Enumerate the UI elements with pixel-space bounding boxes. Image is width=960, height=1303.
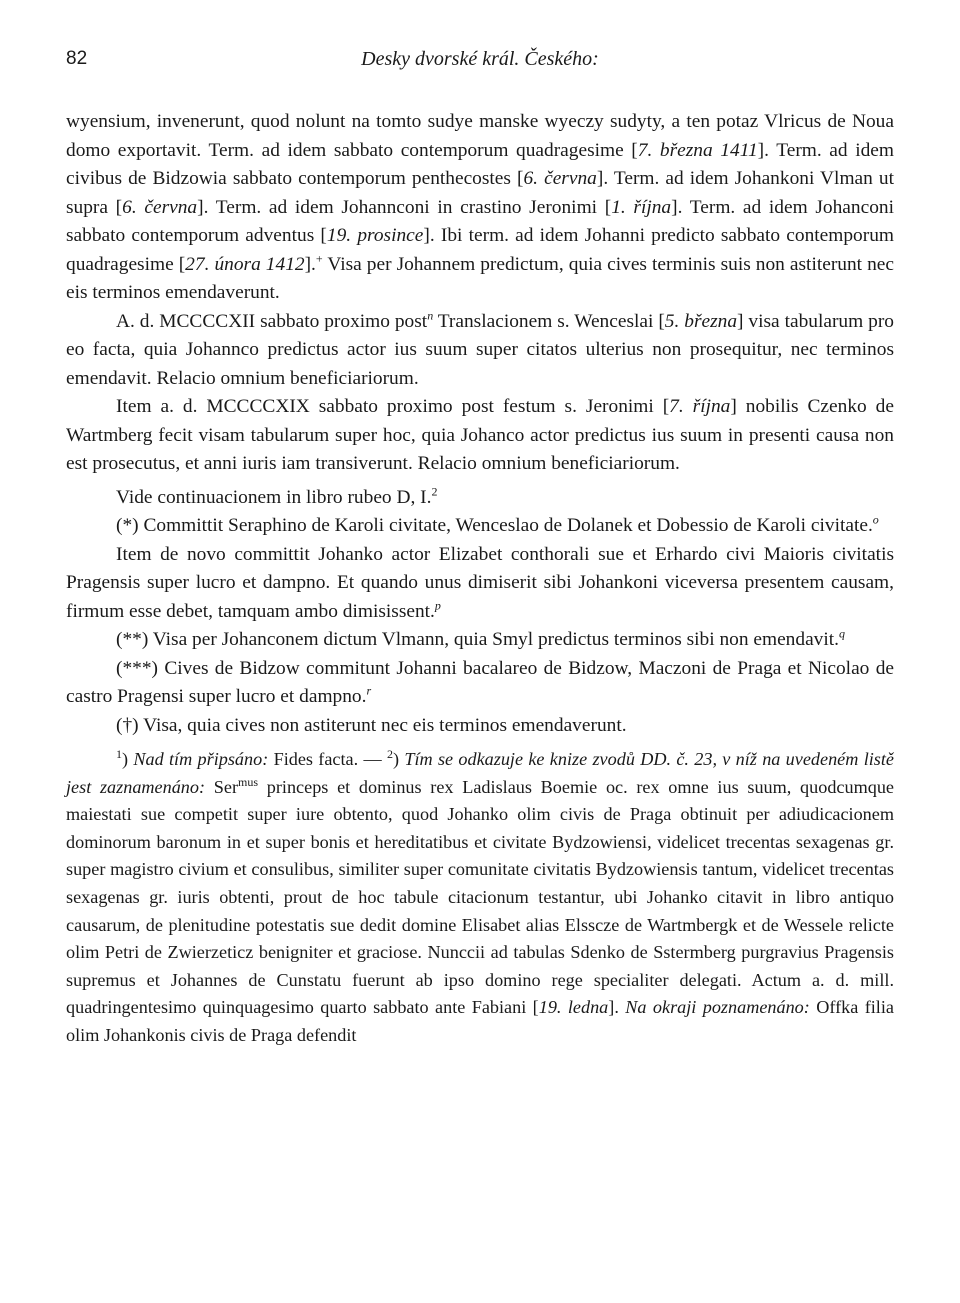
- paragraph: [66, 626, 894, 655]
- paragraph: [66, 393, 894, 479]
- text-run: ]. Term. ad idem Johannconi in crastino Jeronimi [: [197, 196, 612, 218]
- paragraph: [66, 712, 894, 741]
- text-run: ]. Term. ad idem Johanconi sabbato contemporum adventus [: [66, 196, 894, 246]
- italic-text: 19. ledna: [538, 997, 609, 1018]
- italic-text: Tím se odkazuje ke knize zvodů DD. č. 23, v níž na uvedeném listě jest zaznamenáno:: [66, 749, 894, 797]
- text-run: Item de novo committit Johanko actor Elizabet conthorali sue et Erhardo civi Maioris civitatis Pragensis super lucro et dampno. Et quando unus dimiserit sibi Johankoni viceversa presentem causam, firmum esse debet, tamquam ambo dimisissent.: [66, 543, 894, 622]
- italic-text: Nad tím připsáno:: [133, 749, 269, 769]
- text-run: ): [392, 749, 405, 769]
- italic-text: Na okraji poznamenáno:: [625, 997, 810, 1018]
- text-run: ] nobilis Czenko de Wartmberg fecit visam tabularum super hoc, quia Johanco actor predictus ius suum in presenti causa non est prosecutus, et anni iuris iam transiverunt. Relacio omnium beneficiariorum.: [66, 396, 894, 474]
- text-run: princeps et dominus rex Ladislaus Boemie oc. rex omne ius suum, quodcumque maiestati sue competit super iure obtento, quod Johanko olim civis de Praga obtinuit per adiudicacionem dominorum baronum in et super bonis et hereditatibus et civitate Bydzowiensi, videlicet trecentas sexagenas gr. super magistro civium et consulibus, similiter super comunitate civitatis Bydzowiensis tantum, videlicet trecentas sexagenas gr. iuris obtenti, prout de hoc tabule citacionum testantur, ubi Johanko citavit in libro antiquo causarum, de plenitudine potestatis sue dedit domine Elisabet alias Elsscze de Wartmbergk et de Wessele relicte olim Petri de Zwierzeticz benigniter et graciose. Nunccii ad tabulas Sdenko de Sstermberg purgravius Pragensis supremus et Johannes de Cunstatu fuerunt ab ipso domino rege specialiter delegati. Actum a. d. mill. quadringentesimo quinquagesimo quarto sabbato ante Fabiani [: [66, 776, 894, 1018]
- text-run: (*) Committit Seraphino de Karoli civitate, Wenceslao de Dolanek et Dobessio de Karoli civitate.: [116, 515, 873, 536]
- text-run: ].: [304, 253, 316, 275]
- italic-text: 6. června: [523, 168, 597, 189]
- text-run: (†) Visa, quia cives non astiterunt nec eis terminos emendaverunt.: [116, 714, 627, 736]
- superscript-mark: r: [366, 683, 372, 698]
- paragraph: [66, 308, 894, 394]
- text-run: (**) Visa per Johanconem dictum Vlmann, quia Smyl predictus terminos sibi non emendavit.: [116, 629, 839, 650]
- text-run: (***) Cives de Bidzow commitunt Johanni bacalareo de Bidzow, Maczoni de Praga et Nicolao de castro Pragensi super lucro et dampno.: [66, 657, 894, 707]
- text-run: Item a. d. MCCCCXIX sabbato proximo post festum s. Jeronimi [: [116, 396, 670, 417]
- main-text: [66, 108, 894, 740]
- text-run: ].: [608, 997, 626, 1018]
- italic-text: 7. října: [669, 396, 731, 417]
- superscript-mark: q: [839, 626, 845, 641]
- text-run: Vide continuacionem in libro rubeo D, I.: [116, 486, 432, 508]
- italic-text: 7. března 1411: [637, 139, 758, 161]
- italic-text: 19. prosince: [326, 225, 424, 246]
- text-run: ]. Ibi term. ad idem Johanni predicto sabbato contemporum quadragesime [: [66, 225, 894, 275]
- superscript-mark: 1: [116, 746, 122, 761]
- text-run: Ser: [205, 776, 239, 797]
- text-run: Fides facta. —: [268, 749, 387, 769]
- italic-text: 27. února 1412: [185, 253, 305, 275]
- page-header: [66, 42, 894, 78]
- paragraph: [66, 108, 894, 308]
- footnote: [66, 746, 894, 1050]
- text-run: ]. Term. ad idem Johankoni Vlman ut supra [: [66, 168, 894, 218]
- paragraph: [66, 541, 894, 627]
- text-run: Offka filia olim Johankonis civis de Praga defendit: [66, 997, 894, 1045]
- paragraph: [66, 484, 894, 513]
- text-run: Visa per Johannem predictum, quia cives terminis suis non astiterunt nec eis terminos emendaverunt.: [66, 253, 894, 303]
- superscript-mark: o: [872, 512, 879, 527]
- text-run: A. d. MCCCCXII sabbato proximo post: [116, 310, 428, 332]
- running-title: Desky dvorské král. Českého:: [361, 48, 599, 70]
- superscript-mark: p: [434, 598, 441, 613]
- italic-text: 1. října: [611, 196, 672, 218]
- paragraph: [66, 512, 894, 541]
- superscript-mark: n: [427, 308, 434, 323]
- superscript-mark: 2: [431, 484, 438, 499]
- text-run: ): [122, 749, 134, 769]
- text-run: ]. Term. ad idem civibus de Bidzowia sabbato contemporum penthecostes [: [66, 139, 894, 189]
- superscript-mark: +: [315, 251, 323, 266]
- footnotes: [66, 746, 894, 1050]
- text-run: wyensium, invenerunt, quod nolunt na tomto sudye manske wyeczy sudyty, a ten potaz Vlricus de Noua domo exportavit. Term. ad idem sabbato contemporum quadragesime [: [66, 111, 894, 161]
- italic-text: 6. června: [122, 196, 198, 218]
- text-run: ] visa tabularum pro eo facta, quia Johannco predictus actor ius suum super citatos ulterius non prosequitur, nec terminos emendavit. Relacio omnium beneficiariorum.: [66, 310, 894, 389]
- paragraph: [66, 655, 894, 712]
- page-number: 82: [66, 48, 88, 69]
- text-run: Translacionem s. Wenceslai [: [433, 310, 665, 332]
- superscript-mark: 2: [386, 746, 393, 761]
- superscript-mark: mus: [238, 774, 259, 789]
- italic-text: 5. března: [664, 310, 738, 332]
